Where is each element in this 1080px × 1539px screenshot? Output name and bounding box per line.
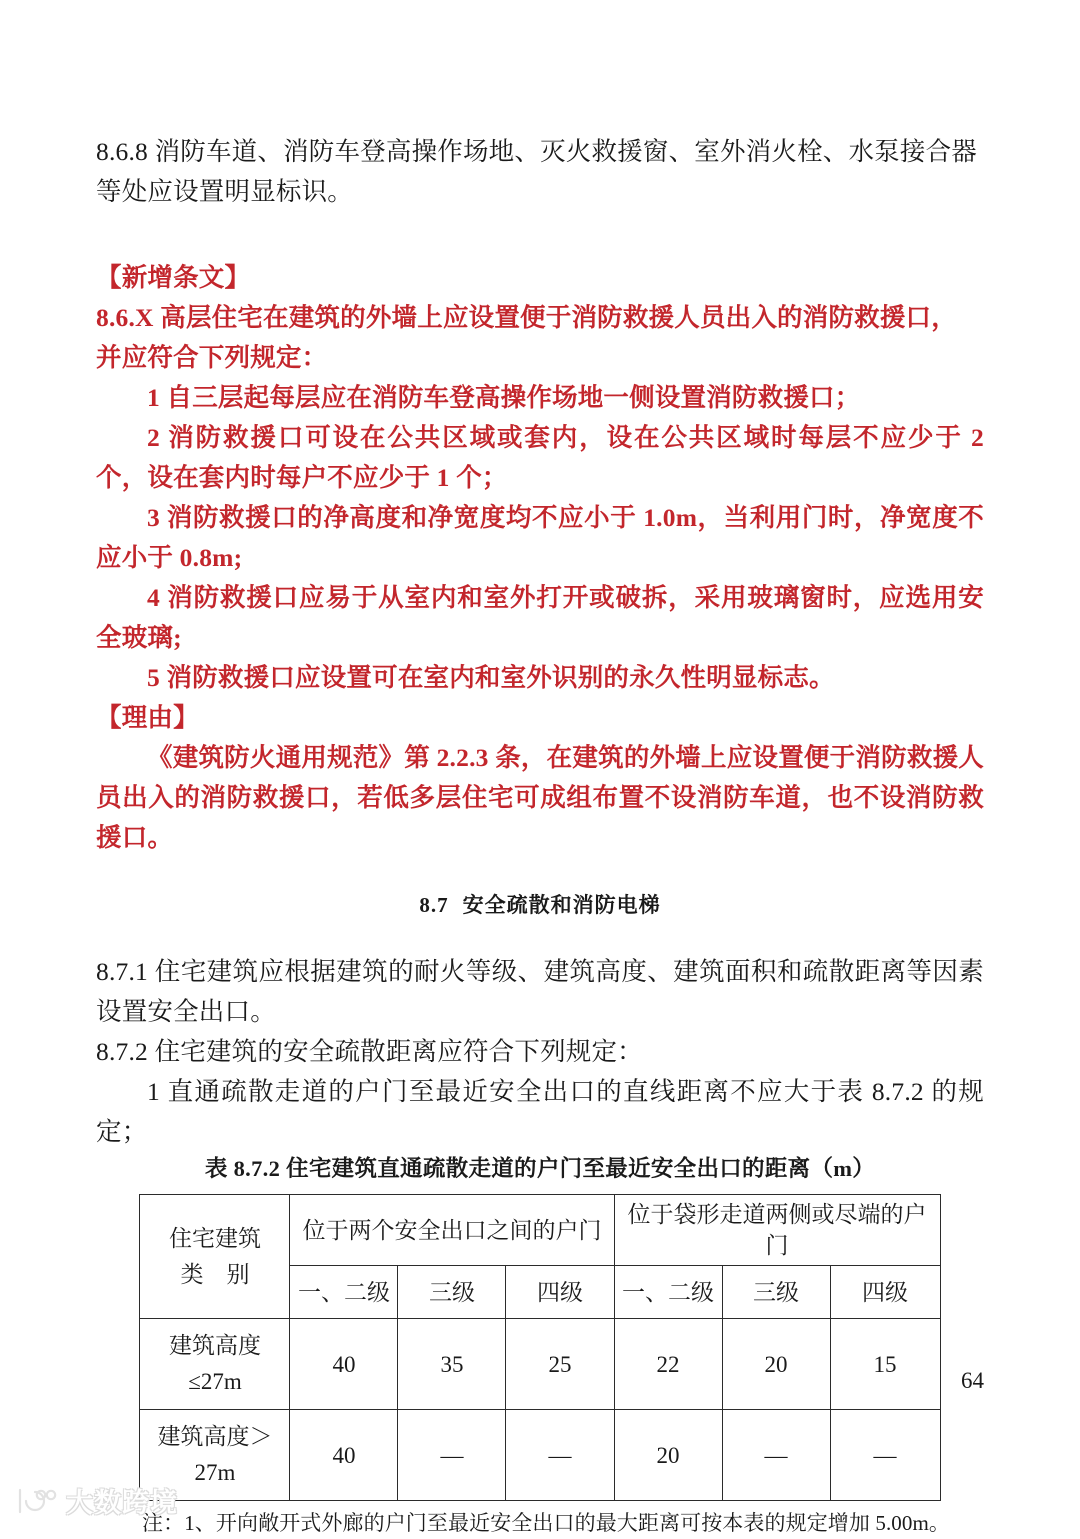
new-clause-tag: 【新增条文】 bbox=[96, 263, 251, 292]
table-cell: 25 bbox=[506, 1319, 614, 1410]
table-row bbox=[140, 1319, 940, 1410]
clause-8-7-2: 8.7.2 住宅建筑的安全疏散距离应符合下列规定： bbox=[96, 1037, 643, 1066]
clause-8-6-8 bbox=[96, 132, 984, 212]
section-heading-8-7 bbox=[96, 888, 984, 922]
table-cell: 22 bbox=[614, 1319, 722, 1410]
watermark-logo-icon bbox=[14, 1486, 58, 1516]
table-sub-header-3: 四级 bbox=[506, 1266, 614, 1319]
table-row-label-line-2: ≤27m bbox=[188, 1369, 242, 1394]
revision-item-3: 3 消防救援口的净高度和净宽度均不应小于 1.0m，当利用门时，净宽度不应小于 0.8m; bbox=[96, 503, 984, 572]
reason-text: 《建筑防火通用规范》第 2.2.3 条，在建筑的外墙上应设置便于消防救援人员出入的消防救援口，若低多层住宅可成组布置不设消防车道，也不设消防救援口。 bbox=[96, 743, 984, 852]
section-number: 8.7 bbox=[419, 893, 449, 917]
clause-8-7-1: 8.7.1 住宅建筑应根据建筑的耐火等级、建筑高度、建筑面积和疏散距离等因素设置安全出口。 bbox=[96, 957, 984, 1026]
table-row bbox=[140, 1410, 940, 1501]
revision-item-2: 2 消防救援口可设在公共区域或套内，设在公共区域时每层不应少于 2 个，设在套内时每户不应少于 1 个； bbox=[96, 423, 984, 492]
table-head bbox=[140, 1195, 940, 1319]
table-caption-8-7-2: 表 8.7.2 住宅建筑直通疏散走道的户门至最近安全出口的距离（m） bbox=[204, 1156, 876, 1181]
table-sub-header-4: 一、二级 bbox=[614, 1266, 722, 1319]
table-note: 注：1、开向敞开式外廊的户门至最近安全出口的最大距离可按本表的规定增加 5.00m。 bbox=[142, 1511, 951, 1535]
table-cell: 35 bbox=[398, 1319, 506, 1410]
clause-8-7-2-item-1: 1 直通疏散走道的户门至最近安全出口的直线距离不应大于表 8.7.2 的规定； bbox=[96, 1077, 984, 1146]
table-cell: — bbox=[722, 1410, 830, 1501]
table-cell: 15 bbox=[830, 1319, 940, 1410]
revision-item-4: 4 消防救援口应易于从室内和室外打开或破拆，采用玻璃窗时，应选用安全玻璃; bbox=[96, 583, 984, 652]
table-row-label bbox=[140, 1319, 290, 1410]
revision-clause-id-line: 8.6.X 高层住宅在建筑的外墙上应设置便于消防救援人员出入的消防救援口， bbox=[96, 303, 957, 332]
table-cell: 40 bbox=[290, 1319, 398, 1410]
table-cell: 20 bbox=[614, 1410, 722, 1501]
clause-8-6-8-line1: 8.6.8 消防车道、消防车登高操作场地、灭火救援窗、室外消火栓、水泵接合器 bbox=[96, 137, 977, 166]
page-content bbox=[96, 132, 984, 1539]
table-sub-header-5: 三级 bbox=[722, 1266, 830, 1319]
table-cell: 40 bbox=[290, 1410, 398, 1501]
clause-8-6-8-line2: 等处应设置明显标识。 bbox=[96, 177, 354, 206]
table-cell: — bbox=[830, 1410, 940, 1501]
revision-block bbox=[96, 258, 984, 858]
table-corner-cell bbox=[140, 1195, 290, 1319]
table-sub-header-6: 四级 bbox=[830, 1266, 940, 1319]
table-group-header-1: 位于两个安全出口之间的户门 bbox=[290, 1195, 614, 1266]
watermark-text: 大数跨境 bbox=[66, 1488, 178, 1518]
table-corner-line-1: 住宅建筑 bbox=[168, 1225, 261, 1251]
spacer bbox=[96, 858, 984, 888]
spacer bbox=[96, 922, 984, 952]
table-row-label-line-1: 建筑高度 bbox=[168, 1333, 261, 1358]
reason-tag: 【理由】 bbox=[96, 703, 199, 732]
table-cell: 20 bbox=[722, 1319, 830, 1410]
table-cell: — bbox=[398, 1410, 506, 1501]
table-corner-line-2: 类 别 bbox=[180, 1261, 250, 1287]
spacer bbox=[96, 212, 984, 258]
table-sub-header-2: 三级 bbox=[398, 1266, 506, 1319]
table-group-header-row bbox=[140, 1195, 940, 1266]
table-cell: — bbox=[506, 1410, 614, 1501]
table-body bbox=[140, 1319, 940, 1501]
section-title: 安全疏散和消防电梯 bbox=[462, 893, 661, 917]
table-sub-header-1: 一、二级 bbox=[290, 1266, 398, 1319]
revision-clause-id-line2: 并应符合下列规定： bbox=[96, 343, 328, 372]
table-row-label-line-2: 27m bbox=[194, 1460, 236, 1485]
table-8-7-2 bbox=[139, 1194, 940, 1501]
watermark bbox=[14, 1481, 178, 1520]
revision-item-1: 1 自三层起每层应在消防车登高操作场地一侧设置消防救援口； bbox=[147, 383, 861, 412]
table-row-label-line-1: 建筑高度＞ bbox=[157, 1424, 273, 1449]
table-group-header-2: 位于袋形走道两侧或尽端的户门 bbox=[614, 1195, 940, 1266]
page-number: 64 bbox=[961, 1368, 984, 1393]
revision-item-5: 5 消防救援口应设置可在室内和室外识别的永久性明显标志。 bbox=[147, 663, 835, 692]
